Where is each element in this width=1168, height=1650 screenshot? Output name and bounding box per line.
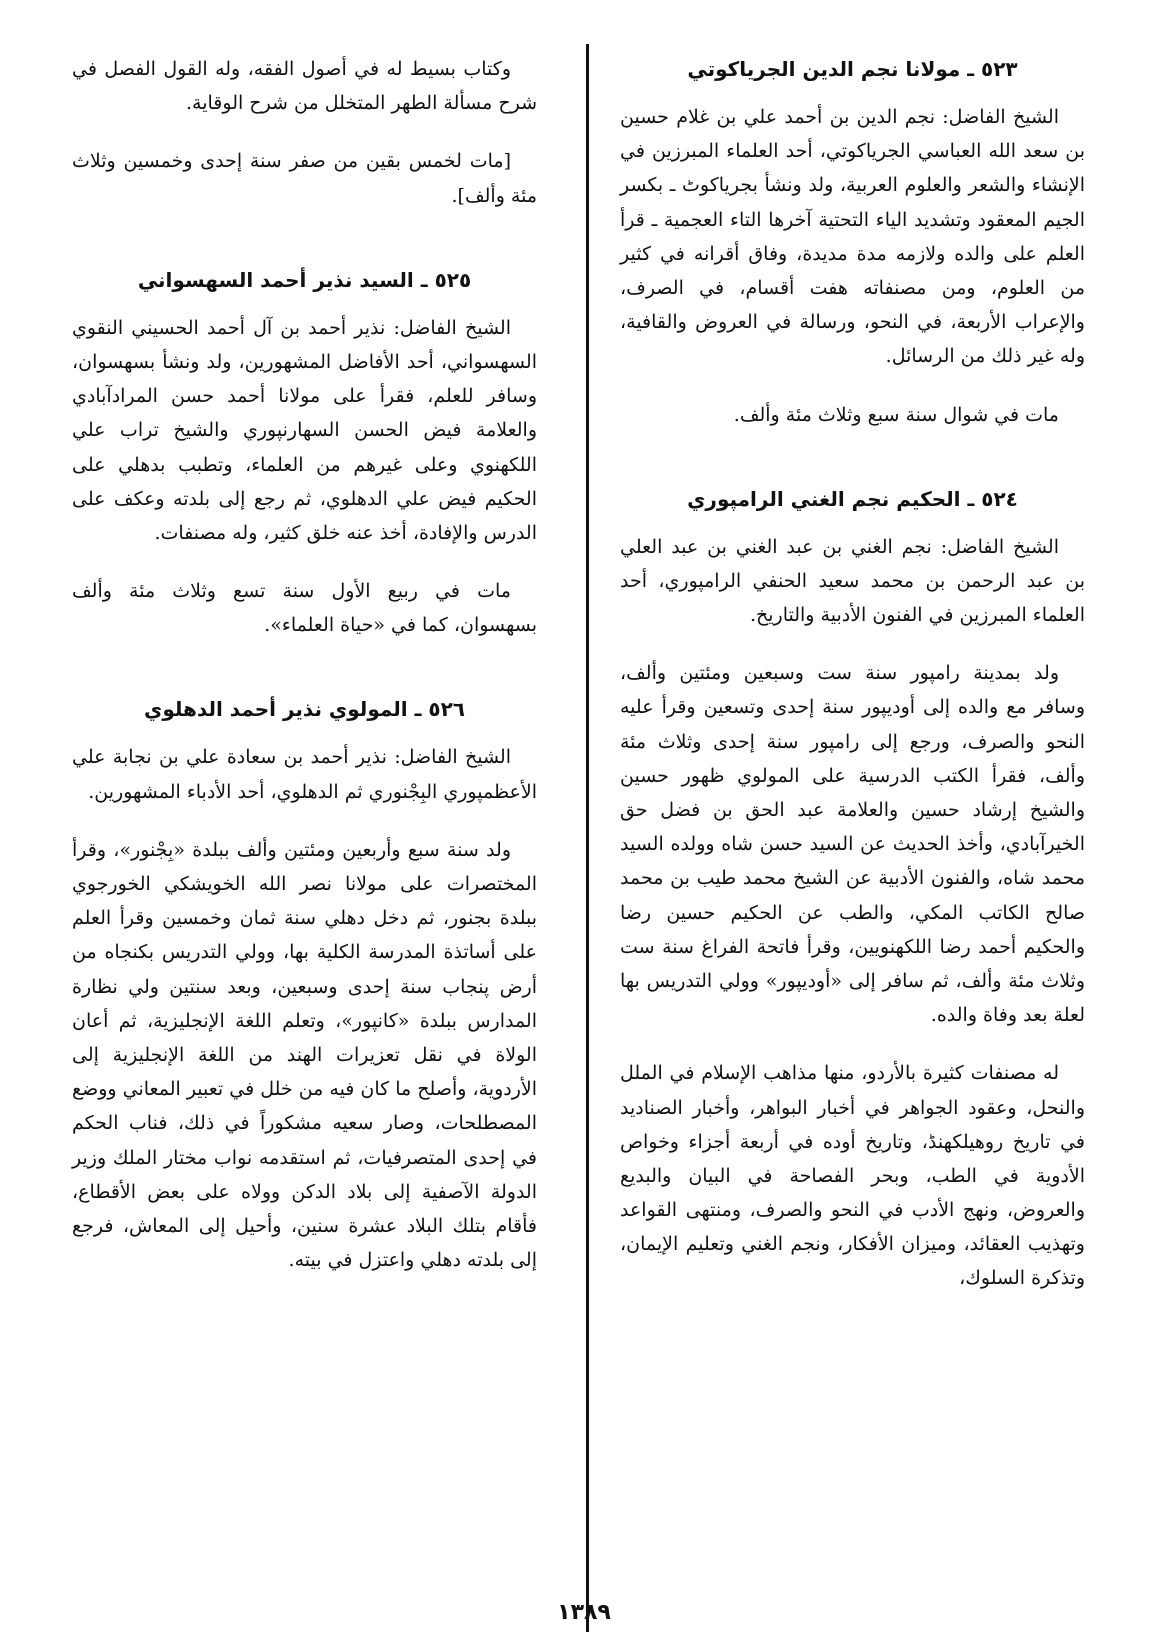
page-number: ١٣٨٩ xyxy=(557,1600,611,1625)
entry-heading-526: ٥٢٦ ـ المولوي نذير أحمد الدهلوي xyxy=(143,697,466,722)
entry-525-paragraph-1: الشيخ الفاضل: نذير أحمد بن آل أحمد الحسيني النقوي السهسواني، أحد الأفاضل المشهورين، ولد ونشأ بسهسوان، وسافر للعلم، فقرأ على مولانا أحمد حسن المرادآبادي والعلامة فيض الحسن السهارنپوري والشيخ تراب علي اللكهنوي وعلى غيرهم من العلماء، وتطبب بدهلي على الحكيم فيض علي الدهلوي، ثم رجع إلى بلدته وعكف على الدرس والإفادة، أخذ عنه خلق كثير، وله مصنفات. xyxy=(72,316,537,544)
continuation-paragraph-1: وكتاب بسيط له في أصول الفقه، وله القول الفصل في شرح مسألة الطهر المتخلل من شرح الوقاية. xyxy=(72,58,537,115)
entry-heading-523: ٥٢٣ ـ مولانا نجم الدين الجرياكوتي xyxy=(687,57,1018,81)
continuation-paragraph-2: [مات لخمس بقين من صفر سنة إحدى وخمسين وثلاث مئة وألف]. xyxy=(72,150,537,207)
entry-heading-524: ٥٢٤ ـ الحكيم نجم الغني الرامپوري xyxy=(687,486,1018,511)
column-divider xyxy=(586,44,589,1632)
entry-heading-525: ٥٢٥ ـ السيد نذير أحمد السهسواني xyxy=(137,267,472,292)
entry-523-paragraph-2: مات في شوال سنة سبع وثلاث مئة وألف. xyxy=(733,403,1059,426)
entry-524-paragraph-3: له مصنفات كثيرة بالأردو، منها مذاهب الإسلام في الملل والنحل، وعقود الجواهر في أخبار البواهر، وأخبار الصناديد في تاريخ روهيلكهنڈ، وتاريخ أوده في أربعة أجزاء وخواص الأدوية في الطب، وبحر الفصاحة في البيان والبديع والعروض، ونهج الأدب في النحو والصرف، ومنتهى القواعد وتهذيب العقائد، وميزان الأفكار، ونجم الغني وتعليم الإيمان، وتذكرة السلوك، xyxy=(620,1062,1085,1290)
entry-526-paragraph-1: الشيخ الفاضل: نذير أحمد بن سعادة علي بن نجابة علي الأعظمپوري البِجْنوري ثم الدهلوي، أحد الأدباء المشهورين. xyxy=(72,746,537,803)
entry-523-paragraph-1: الشيخ الفاضل: نجم الدين بن أحمد علي بن غلام حسين بن سعد الله العباسي الجرياكوتي، أحد العلماء المبرزين في الإنشاء والشعر والعلوم العربية، ولد ونشأ بجرياكوٹ ـ بكسر الجيم المعقود وتشديد الياء التحتية آخرها التاء العجمية ـ قرأ العلم على والده ولازمه مدة مديدة، وفاق أقرانه في كثير من العلوم، ومن مصنفاته هفت أقسام، في الصرف، والإعراب الأربعة، في النحو، ورسالة في العروض والقافية، وله غير ذلك من الرسائل. xyxy=(620,106,1085,368)
entry-526-paragraph-2: ولد سنة سبع وأربعين ومئتين وألف ببلدة «بِجْنور»، وقرأ المختصرات على مولانا نصر الله الخويشكي الخورجوي ببلدة بجنور، ثم دخل دهلي سنة ثمان وخمسين وقرأ العلم على أساتذة المدرسة الكلية بها، وولي التدريس بكنجاه من أرض پنجاب سنة إحدى وسبعين، وبعد سنتين ولي نظارة المدارس ببلدة «كانپور»، وتعلم اللغة الإنجليزية، ثم أعان الولاة في نقل تعزيرات الهند من اللغة الإنجليزية إلى الأردوية، وأصلح ما كان فيه من خلل في تعبير المعاني ووضع المصطلحات، وصار سعيه مشكوراً في ذلك، فناب الحكم في إحدى المتصرفيات، ثم استقدمه نواب مختار الملك وزير الدولة الآصفية إلى بلاد الدكن وولاه على بعض الأقطاع، فأقام بتلك البلاد عشرة سنين، وأحيل إلى المعاش، فرجع إلى بلدته دهلي واعتزل في بيته. xyxy=(72,838,537,1272)
entry-525-paragraph-2: مات في ربيع الأول سنة تسع وثلاث مئة وألف بسهسوان، كما في «حياة العلماء». xyxy=(72,580,537,637)
entry-524-paragraph-1: الشيخ الفاضل: نجم الغني بن عبد الغني بن عبد العلي بن عبد الرحمن بن محمد سعيد الحنفي الرامپوري، أحد العلماء المبرزين في الفنون الأدبية والتاريخ. xyxy=(620,535,1085,627)
entry-524-paragraph-2: ولد بمدينة رامپور سنة ست وسبعين ومئتين وألف، وسافر مع والده إلى أوديپور سنة إحدى وتسعين وقرأ عليه النحو والصرف، ورجع إلى رامپور سنة إحدى وثلاث مئة وألف، فقرأ الكتب الدرسية على المولوي ظهور حسين والشيخ إرشاد حسين والعلامة عبد الحق بن فضل حق الخيرآبادي، وأخذ الحديث عن السيد حسن شاه وولده السيد محمد شاه، والفنون الأدبية عن الشيخ محمد طيب بن محمد صالح الكاتب المكي، والطب عن الحكيم حسين رضا والحكيم أحمد رضا اللكهنويين، وقرأ فاتحة الفراغ سنة ست وثلاث مئة وألف، ثم سافر إلى «أوديپور» وولي التدريس بها لعلة بعد وفاة والده. xyxy=(620,662,1085,1027)
left-column xyxy=(72,52,537,1301)
right-column xyxy=(620,52,1085,1320)
